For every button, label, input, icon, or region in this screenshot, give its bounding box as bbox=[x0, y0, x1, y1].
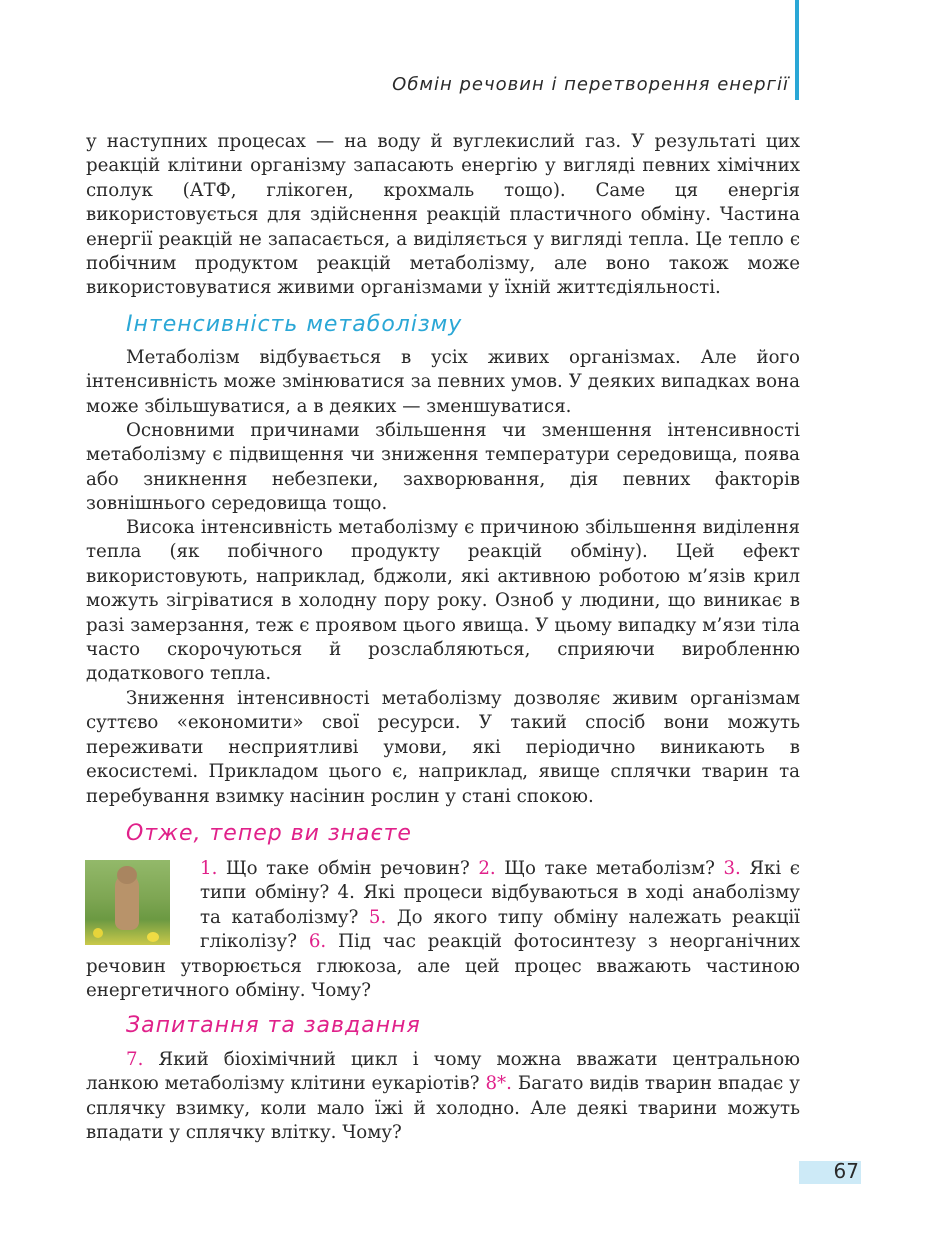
page-number: 67 bbox=[833, 1159, 859, 1183]
tasks-paragraph bbox=[86, 1048, 800, 1146]
intro-paragraph: у наступних процесах — на воду й вуглекислий газ. У результаті цих реакцій клітини організму запасають енергію у вигляді певних хімічних сполук (АТФ, глікоген, крохмаль тощо). Саме ця енергія використовується для здійснення реакцій пластичного обміну. Частина енергії реакцій не запасається, а виділяється у вигляді тепла. Це тепло є побічним продуктом реакцій метаболізму, але воно також може використовуватися живими організмами у їхній життєдіяльності. bbox=[86, 131, 800, 299]
running-header: Обмін речовин і перетворення енергії bbox=[392, 74, 789, 95]
summary-questions bbox=[86, 857, 800, 1003]
question-text: Які процеси відбуваються в ході анаболізму та катаболізму? bbox=[200, 882, 800, 928]
question-number: 6. bbox=[308, 931, 327, 953]
header-accent-rule bbox=[795, 0, 799, 100]
question-text: Що таке обмін речовин? bbox=[225, 858, 470, 879]
heading-now-you-know: Отже, тепер ви знаєте bbox=[126, 821, 412, 846]
paragraph-intensity-1: Метаболізм відбувається в усіх живих організмах. Але його інтенсивність може змінюватися за певних умов. У деяких випадках вона може збільшуватися, а в деяких — зменшуватися. bbox=[86, 347, 800, 417]
heading-questions-and-tasks: Запитання та завдання bbox=[126, 1013, 421, 1038]
question-text: Під час реакцій фотосинтезу з неорганічних речовин утворюється глюкоза, але цей процес вважають частиною енергетичного обміну. Чому? bbox=[86, 931, 800, 1002]
question-text: Що таке метаболізм? bbox=[504, 858, 715, 879]
question-text: До якого типу обміну належать реакції гліколізу? bbox=[200, 906, 800, 953]
question-number: 7. bbox=[126, 1049, 144, 1070]
question-text: Багато видів тварин впадає у сплячку взимку, коли мало їжі й холодно. Але деякі тварини можуть впадати у сплячку влітку. Чому? bbox=[86, 1073, 800, 1144]
question-text: Які є типи обміну? bbox=[200, 858, 800, 904]
paragraph-intensity-4: Зниження інтенсивності метаболізму дозволяє живим організмам суттєво «економити» свої ресурси. У такий спосіб вони можуть переживати несприятливі умови, які періодично виникають в екосистемі. Прикладом цього є, наприклад, явище сплячки тварин та перебування взимку насінин рослин у стані спокою. bbox=[86, 688, 800, 807]
heading-metabolism-intensity: Інтенсивність метаболізму bbox=[126, 312, 463, 337]
question-number: 5. bbox=[368, 906, 387, 928]
question-text: Який біохімічний цикл і чому можна вважати центральною ланкою метаболізму клітини еукаріотів? bbox=[86, 1049, 800, 1095]
question-number: 3. bbox=[723, 858, 741, 879]
image-spacer bbox=[86, 857, 200, 953]
question-number: 4. bbox=[337, 882, 355, 904]
paragraph-intensity-2: Основними причинами збільшення чи зменшення інтенсивності метаболізму є підвищення чи зниження температури середовища, поява або зникнення небезпеки, захворювання, дія певних факторів зовнішнього середовища тощо. bbox=[86, 420, 800, 515]
question-number: 8*. bbox=[485, 1073, 512, 1095]
question-number: 2. bbox=[478, 858, 496, 879]
question-number: 1. bbox=[200, 858, 218, 879]
paragraph-intensity-3: Висока інтенсивність метаболізму є причиною збільшення виділення тепла (як побічного продукту реакцій обміну). Цей ефект використовують, наприклад, бджоли, які активною роботою м’язів крил можуть зігріватися в холодну пору року. Озноб у людини, що виникає в разі замерзання, теж є проявом цього явища. У цьому випадку м’язи тіла часто скорочуються й розслабляються, сприяючи виробленню додаткового тепла. bbox=[86, 517, 800, 685]
